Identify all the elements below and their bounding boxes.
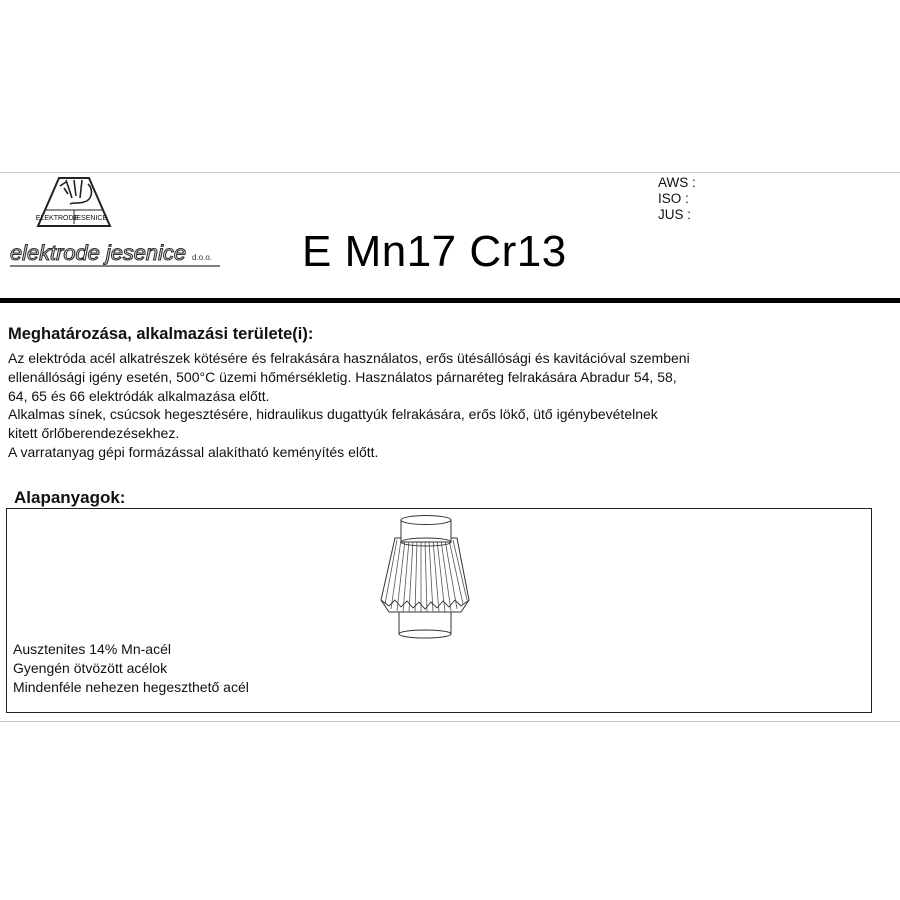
logo-company-suffix: d.o.o. [192, 253, 213, 262]
standards-list [658, 175, 696, 223]
application-description [8, 349, 868, 462]
description-line: kitett őrlőberendezésekhez. [8, 425, 180, 442]
standard-jus: JUS : [658, 207, 692, 222]
material-item: Mindenféle nehezen hegeszthető acél [13, 678, 249, 695]
application-heading: Meghatározása, alkalmazási területe(i): [8, 325, 314, 343]
standard-aws: AWS : [658, 175, 696, 190]
standard-iso: ISO : [658, 191, 689, 206]
description-line: ellenállósági igény esetén, 500°C üzemi hőmérsékletig. Használatos párnaréteg felrakására Abradur 54, 58, [8, 368, 677, 385]
bottom-divider [0, 721, 900, 722]
description-line: Alkalmas sínek, csúcsok hegesztésére, hidraulikus dugattyúk felrakására, erős lökő, ütő igénybevételnek [8, 406, 658, 423]
header-divider [0, 298, 900, 303]
logo-text-right: JESENICE [72, 215, 108, 222]
material-item: Gyengén ötvözött acélok [13, 659, 168, 676]
description-line: 64, 65 és 66 elektródák alkalmazása előtt. [8, 387, 270, 404]
material-item: Ausztenites 14% Mn-acél [13, 641, 171, 657]
company-logo [8, 176, 228, 272]
description-line: Az elektróda acél alkatrészek kötésére és felrakására használatos, erős ütésállósági és kavitációval szembeni [8, 350, 690, 366]
description-line: A varratanyag gépi formázással alakítható keményítés előtt. [8, 443, 379, 460]
product-title: E Mn17 Cr13 [302, 227, 567, 276]
materials-list [13, 640, 249, 696]
logo-text-left: ELEKTRODE [35, 215, 79, 222]
top-divider [0, 172, 900, 173]
logo-company-name: elektrode jesenice [10, 242, 186, 265]
materials-heading: Alapanyagok: [14, 488, 126, 507]
gear-part-illustration [379, 514, 473, 639]
materials-box [6, 508, 872, 713]
